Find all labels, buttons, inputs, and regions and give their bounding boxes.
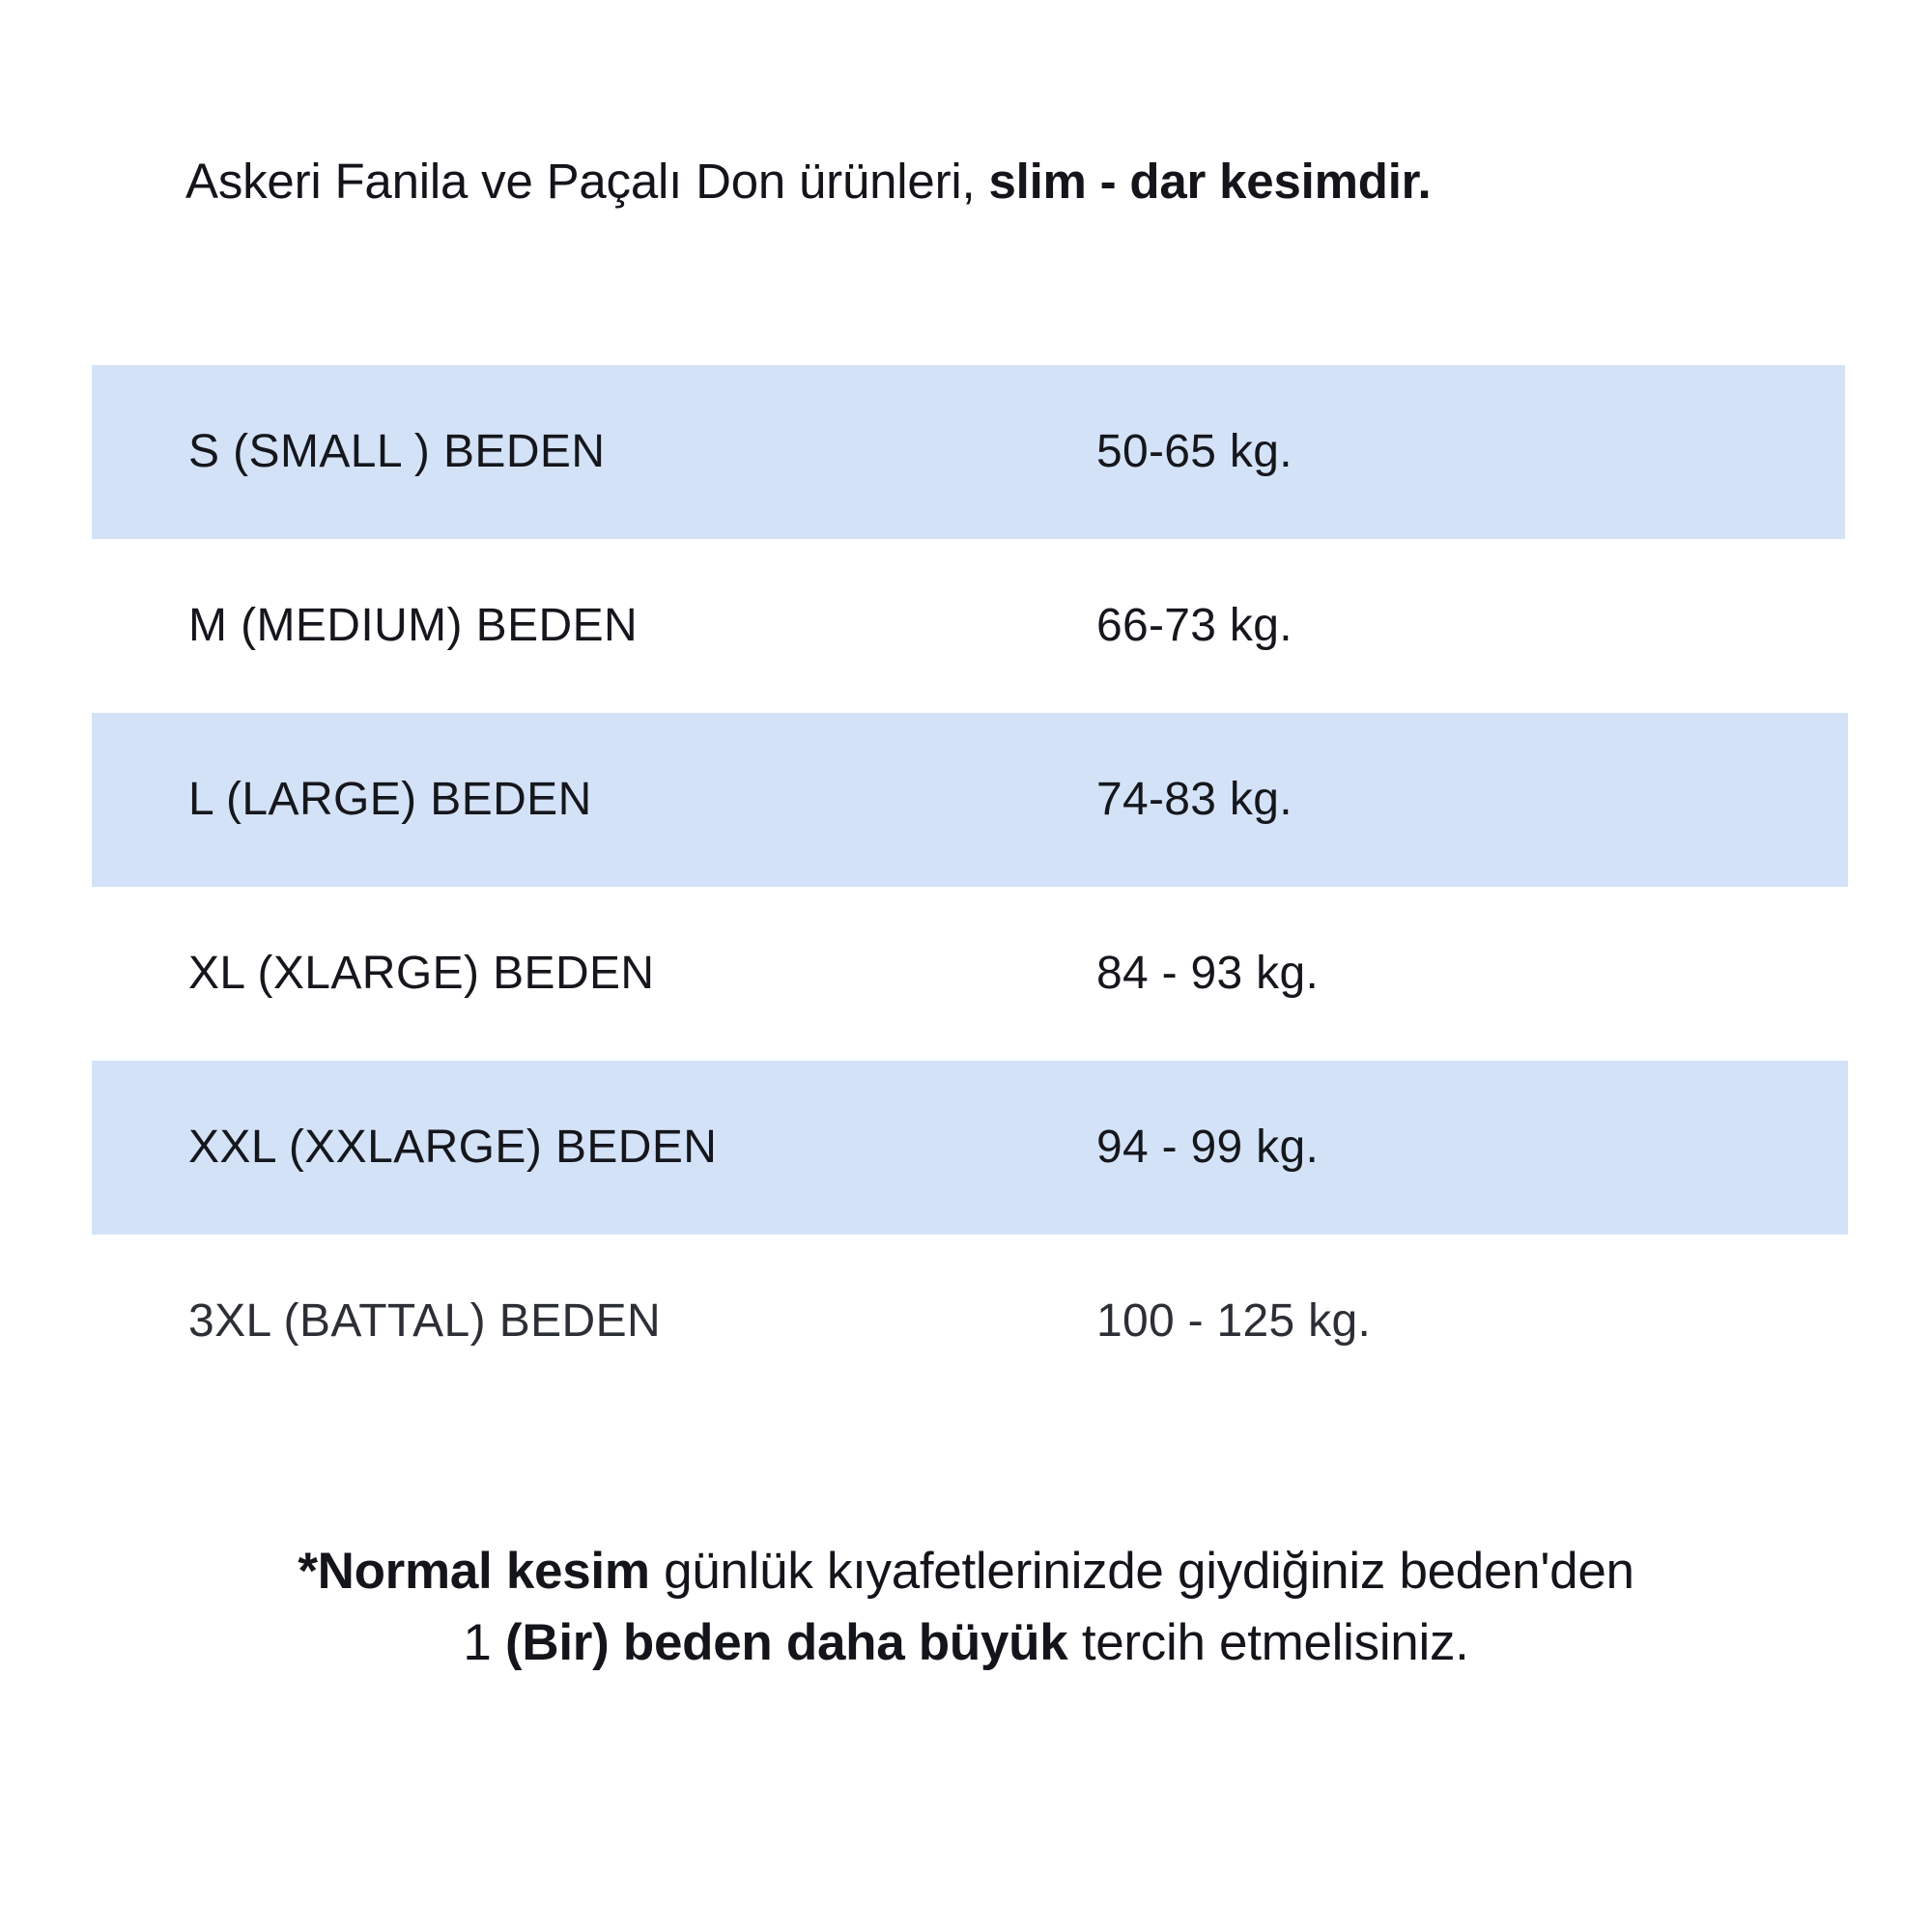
table-row — [92, 887, 1845, 1061]
size-label: S (SMALL ) BEDEN — [188, 426, 606, 477]
fit-advice-line-1-bold: *Normal kesim — [298, 1543, 650, 1600]
weight-value: 74-83 kg. — [1096, 774, 1293, 825]
table-row — [92, 1235, 1845, 1408]
page-title-emphasis: slim - dar kesimdir. — [988, 154, 1432, 209]
fit-advice-line-1 — [0, 1536, 1932, 1607]
fit-advice-note — [0, 1536, 1932, 1679]
size-label: XXL (XXLARGE) BEDEN — [188, 1122, 718, 1173]
fit-advice-line-2-bold: (Bir) beden daha büyük — [505, 1614, 1068, 1671]
weight-value: 84 - 93 kg. — [1096, 948, 1320, 999]
fit-advice-line-2-rest: tercih etmelisiniz. — [1067, 1614, 1469, 1671]
fit-advice-line-2-lead: 1 — [463, 1614, 506, 1671]
table-row — [92, 365, 1845, 539]
weight-value: 66-73 kg. — [1096, 600, 1293, 651]
weight-value: 100 - 125 kg. — [1096, 1295, 1372, 1347]
page-title — [185, 150, 1431, 213]
size-label: M (MEDIUM) BEDEN — [188, 600, 639, 651]
fit-advice-line-1-rest: günlük kıyafetlerinizde giydiğiniz beden'den — [649, 1543, 1634, 1600]
weight-value: 94 - 99 kg. — [1096, 1122, 1320, 1173]
table-row — [92, 713, 1848, 887]
page-title-lead: Askeri Fanila ve Paçalı Don ürünleri, — [185, 154, 989, 209]
fit-advice-line-2 — [0, 1607, 1932, 1679]
size-label: XL (XLARGE) BEDEN — [188, 948, 655, 999]
table-row — [92, 539, 1845, 713]
size-label: 3XL (BATTAL) BEDEN — [188, 1295, 662, 1347]
table-row — [92, 1061, 1848, 1235]
size-label: L (LARGE) BEDEN — [188, 774, 592, 825]
size-table — [92, 365, 1845, 1408]
weight-value: 50-65 kg. — [1096, 426, 1293, 477]
